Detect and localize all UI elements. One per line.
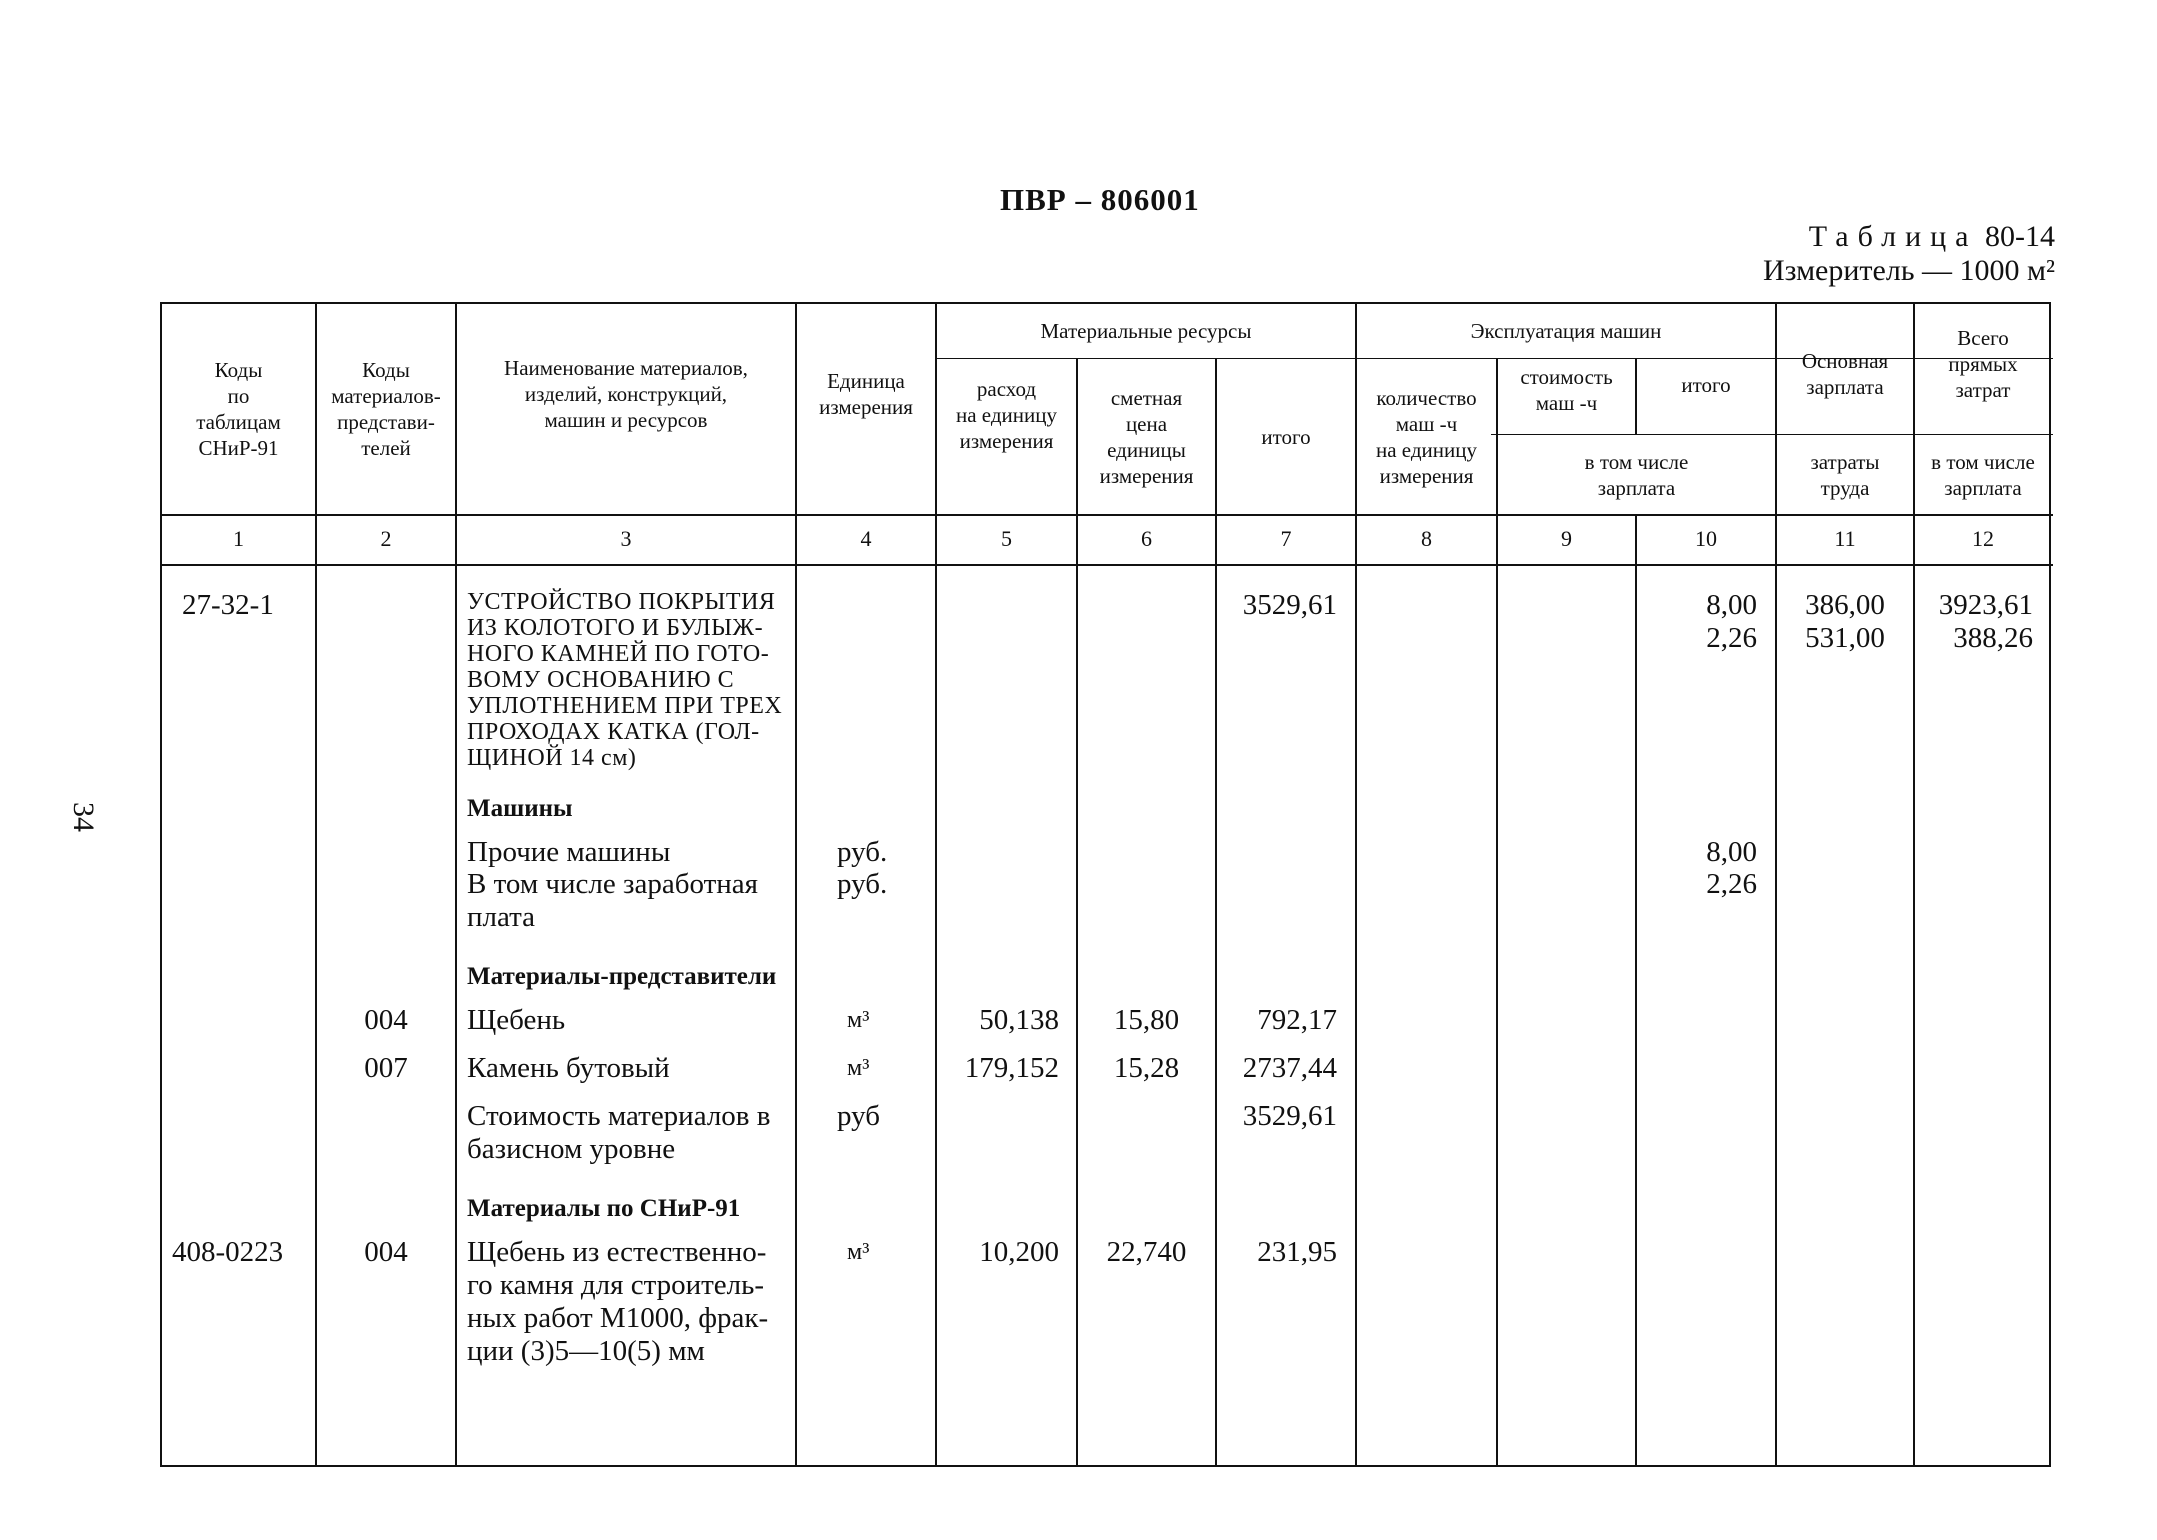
other-machines-name: Прочие машины — [467, 836, 671, 868]
col-divider — [935, 304, 937, 1467]
header-unit: Единица измерения — [819, 369, 913, 419]
column-number: 7 — [1280, 526, 1292, 551]
main-materials-total: 3529,61 — [1242, 589, 1337, 621]
header-machines-total: итого — [1681, 373, 1731, 397]
column-number: 9 — [1561, 526, 1572, 551]
section-representative-materials: Материалы-представители — [467, 963, 777, 990]
header-material-codes: Коды материалов- представи- телей — [331, 358, 441, 460]
header-rule-right — [1775, 434, 2053, 435]
machines-wage-unit: руб. — [837, 868, 888, 900]
materials-cost-name: Стоимость материалов в базисном уровне — [467, 1100, 771, 1165]
gravel-unit: м³ — [847, 1007, 870, 1033]
snip-gravel-qty: 10,200 — [979, 1236, 1059, 1268]
main-machines-wage: 2,26 — [1706, 622, 1757, 654]
column-number: 12 — [1972, 526, 1994, 551]
header-base-wage: Основная зарплата — [1801, 349, 1889, 399]
other-machines-total: 8,00 — [1706, 836, 1757, 868]
stone-qty: 179,152 — [964, 1052, 1059, 1084]
header-machine-hours: количество маш -ч на единицу измерения — [1376, 386, 1477, 488]
section-snip-materials: Материалы по СНиР-91 — [467, 1195, 741, 1222]
snip-gravel-price: 22,740 — [1106, 1236, 1187, 1268]
main-work-name: УСТРОЙСТВО ПОКРЫТИЯ ИЗ КОЛОТОГО И БУЛЫЖ- НОГО КАМНЕЙ ПО ГОТО- ВОМУ ОСНОВАНИЮ С УПЛОТНЕНИЕМ ПРИ ТРЕХ ПРОХОДАХ КАТКА (ГОЛ- ЩИНОЙ 14 см) — [467, 589, 783, 771]
gravel-total: 792,17 — [1257, 1004, 1337, 1036]
col-divider — [1215, 358, 1217, 1467]
gravel-qty: 50,138 — [979, 1004, 1059, 1036]
main-labor-cost: 531,00 — [1805, 622, 1885, 654]
gravel-code: 004 — [364, 1004, 408, 1036]
stone-name: Камень бутовый — [467, 1052, 670, 1084]
snip-gravel-total: 231,95 — [1257, 1236, 1337, 1268]
col-divider — [1635, 514, 1637, 1467]
header-labor-cost: затраты труда — [1810, 449, 1880, 500]
column-number: 3 — [620, 526, 632, 551]
snip-gravel-unit: м³ — [847, 1239, 870, 1265]
stone-total: 2737,44 — [1242, 1052, 1337, 1084]
snip-gravel-code: 408-0223 — [172, 1236, 284, 1268]
table-word: Таблица — [1808, 220, 1978, 253]
header-name: Наименование материалов, изделий, конструкций, машин и ресурсов — [504, 356, 748, 432]
column-number: 4 — [860, 526, 872, 551]
col-divider — [1076, 358, 1078, 1467]
header-direct-costs: Всего прямых затрат — [1948, 326, 2018, 402]
header-consumption: расход на единицу измерения — [956, 377, 1057, 453]
number-row-rule — [162, 564, 2053, 566]
main-snip-code: 27-32-1 — [182, 589, 274, 621]
column-number: 1 — [233, 526, 244, 551]
machines-wage-total: 2,26 — [1706, 868, 1757, 900]
gravel-price: 15,80 — [1113, 1004, 1180, 1036]
estimate-table — [160, 302, 2051, 1467]
column-number: 2 — [380, 526, 392, 551]
materials-cost-unit: руб — [837, 1100, 880, 1132]
main-base-wage: 386,00 — [1805, 589, 1885, 621]
table-number: 80-14 — [1985, 220, 2055, 253]
header-unit-price: сметная цена единицы измерения — [1099, 386, 1194, 488]
unit-of-measure-label: Измеритель — 1000 м² — [1762, 254, 2055, 287]
column-number: 6 — [1141, 526, 1152, 551]
stone-unit: м³ — [847, 1055, 870, 1081]
gravel-name: Щебень — [467, 1004, 566, 1036]
column-number: 11 — [1834, 526, 1856, 551]
document-code: ПВР – 806001 — [1000, 182, 1200, 217]
section-machines: Машины — [467, 795, 573, 822]
materials-cost-total: 3529,61 — [1242, 1100, 1337, 1132]
header-snip-codes: Коды по таблицам СНиР-91 — [196, 358, 281, 460]
header-machine-operation: Эксплуатация машин — [1470, 319, 1662, 343]
header-machines-wage: в том числе зарплата — [1584, 449, 1689, 500]
main-direct-wage: 388,26 — [1953, 622, 2033, 654]
main-direct-total: 3923,61 — [1938, 589, 2033, 621]
header-rule-lower — [162, 514, 2053, 516]
snip-gravel-material-code: 004 — [364, 1236, 408, 1268]
page-number: 34 — [67, 802, 100, 832]
table-label — [1809, 220, 2055, 254]
column-number: 5 — [1001, 526, 1012, 551]
stone-price: 15,28 — [1113, 1052, 1180, 1084]
stone-code: 007 — [364, 1052, 408, 1084]
column-number: 8 — [1421, 526, 1432, 551]
main-machines-total: 8,00 — [1706, 589, 1757, 621]
snip-gravel-name: Щебень из естественно- го камня для строитель- ных работ М1000, фрак- ции (3)5—10(5) мм — [467, 1236, 769, 1367]
header-direct-wage: в том числе зарплата — [1931, 449, 2035, 500]
column-number: 10 — [1695, 526, 1717, 551]
header-material-resources: Материальные ресурсы — [1040, 319, 1252, 343]
header-machine-hour-cost: стоимость маш -ч — [1520, 365, 1613, 415]
col-divider — [1496, 358, 1498, 1467]
machines-wage-name: В том числе заработная плата — [467, 868, 758, 933]
header-materials-total: итого — [1261, 425, 1311, 449]
other-machines-unit: руб. — [837, 836, 888, 868]
